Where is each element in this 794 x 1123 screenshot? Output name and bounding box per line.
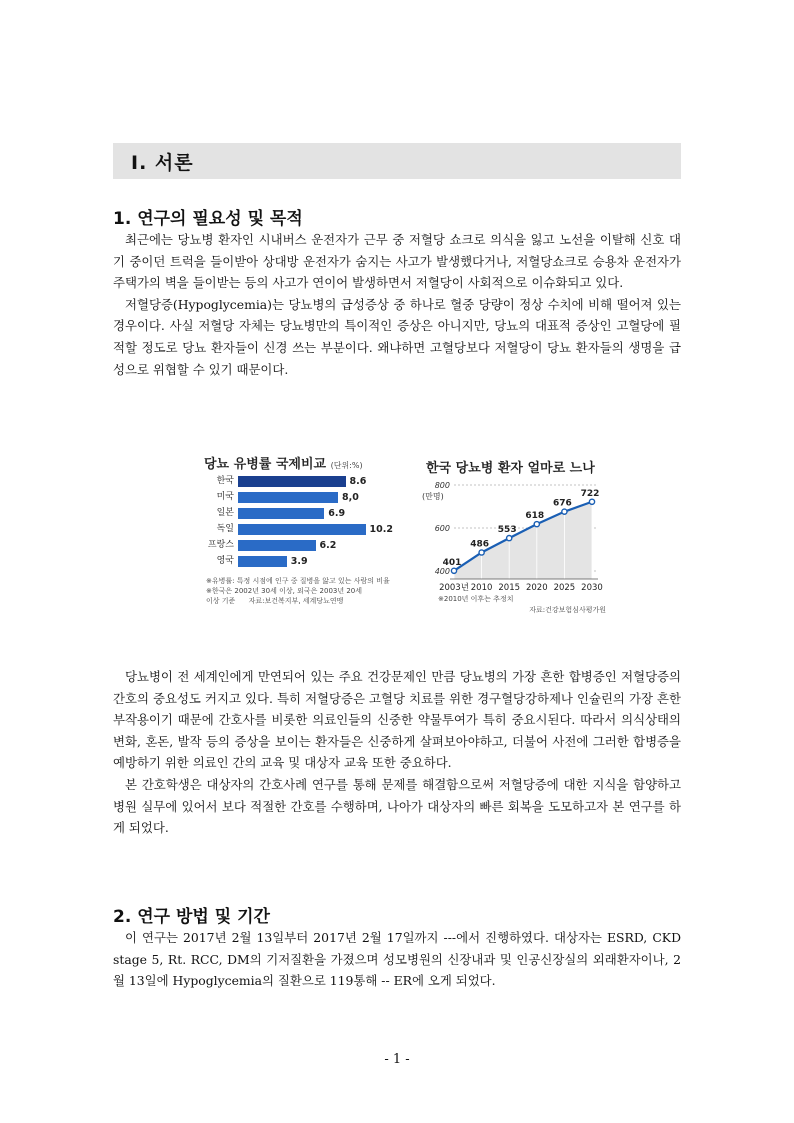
line-chart-title: 한국 당뇨병 환자 얼마로 느나: [426, 461, 595, 476]
heading-research-method: 2. 연구 방법 및 기간: [113, 907, 270, 927]
bar-row: [198, 491, 398, 504]
bar: [238, 492, 338, 503]
line-chart-svg: [416, 443, 608, 643]
paragraph: 본 간호학생은 대상자의 간호사례 연구를 통해 문제를 해결함으로써 저혈당증에 대한 지식을 함양하고 병원 실무에 있어서 보다 적절한 간호를 수행하며, 나아가 대상자의 빠른 회복을 도모하고자 본 연구를 하게 되었다.: [113, 776, 681, 836]
statistics-figure: [198, 443, 608, 643]
bar-category-label: 미국: [216, 492, 234, 502]
bar: [238, 524, 366, 535]
paragraph: 저혈당증(Hypoglycemia)는 당뇨병의 급성증상 중 하나로 혈중 당량이 정상 수치에 비해 떨어져 있는 경우이다. 사실 저혈당 자체는 당뇨병만의 특이적인 증상은 아니지만, 당뇨의 대표적 증상인 고혈당에 필적할 정도로 당뇨 환자들이 신경 쓰는 부분이다. 왜냐하면 고혈당보다 저혈당이 당뇨 환자들의 생명을 급성으로 위협할 수 있기 때문이다.: [113, 296, 681, 377]
y-axis-label: (만명): [422, 492, 444, 501]
paragraph: 이 연구는 2017년 2월 13일부터 2017년 2월 17일까지 ---에서 진행하였다. 대상자는 ESRD, CKD stage 5, Rt. RCC, DM의 기저질환을 가졌으며 성모병원의 신장내과 및 인공신장실의 외래환자이나, 2월 13일에 Hypoglycemia의 질환으로 119통해 -- ER에 오게 되었다.: [113, 930, 681, 989]
bar-value-label: 3.9: [290, 556, 308, 567]
bar-row: [198, 555, 398, 568]
data-point: [451, 568, 456, 573]
bar: [238, 556, 287, 567]
section-header-bar: [113, 143, 681, 179]
bar-category-label: 영국: [216, 556, 234, 566]
x-tick-label: 2003년: [439, 583, 469, 593]
data-point: [507, 536, 512, 541]
data-label: 401: [442, 557, 462, 568]
x-tick-label: 2015: [498, 583, 521, 593]
data-point: [479, 550, 484, 555]
bar-category-label: 독일: [216, 524, 234, 534]
bar-chart-note: 이상 기준 자료:보건복지부, 세계당뇨연맹: [206, 597, 344, 605]
bar-chart-source: 자료:보건복지부, 세계당뇨연맹: [248, 597, 344, 605]
section-title: Ⅰ. 서론: [131, 152, 194, 174]
bar: [238, 540, 316, 551]
method-paragraph: [113, 927, 681, 992]
line-chart-source: 자료:건강보험심사평가원: [529, 606, 606, 614]
data-label: 676: [553, 498, 572, 509]
bar-chart-note: ※유병률: 특정 시점에 인구 중 질병을 앓고 있는 사람의 비율: [206, 577, 390, 585]
body-paragraphs: [113, 666, 681, 839]
bar-category-label: 일본: [216, 508, 234, 518]
bar-row: [198, 507, 398, 520]
bar-row: [198, 539, 398, 552]
bar-value-label: 6.9: [328, 508, 346, 519]
data-label: 553: [497, 525, 517, 536]
bar-value-label: 6.2: [319, 540, 337, 551]
bar-chart-unit: (단위:%): [330, 461, 363, 470]
data-label: 618: [525, 511, 545, 522]
data-label: 722: [580, 488, 600, 499]
y-tick-label: 400: [434, 567, 450, 576]
bar-value-label: 8.6: [349, 476, 367, 487]
line-chart-note: ※2010년 이후는 추정치: [438, 595, 514, 603]
bar-row: [198, 475, 398, 488]
bar-chart-title: 당뇨 유병률 국제비교 (단위:%): [204, 457, 363, 472]
data-point: [534, 522, 539, 527]
paragraph: 최근에는 당뇨병 환자인 시내버스 운전자가 근무 중 저혈당 쇼크로 의식을 잃고 노선을 이탈해 신호 대기 중이던 트럭을 들이받아 상대방 운전자가 숨지는 사고가 발생했다거나, 저혈당쇼크로 승용차 운전자가 주택가의 벽을 들이받는 등의 사고가 연이어 발생하면서 저혈당이 사회적으로 이슈화되고 있다.: [113, 232, 681, 291]
bar-category-label: 한국: [216, 476, 234, 486]
heading-research-purpose: 1. 연구의 필요성 및 목적: [113, 209, 303, 229]
paragraph: 당뇨병이 전 세계인에게 만연되어 있는 주요 건강문제인 만큼 당뇨병의 가장 흔한 합병증인 저혈당증의 간호의 중요성도 커지고 있다. 특히 저혈당증은 고혈당 치료를 위한 경구혈당강하제나 인슐린의 가장 흔한 부작용이기 때문에 간호사를 비롯한 의료인들의 신중한 약물투여가 특히 중요시된다. 따라서 의식상태의 변화, 혼돈, 발작 등의 증상을 보이는 환자들은 신중하게 살펴보아야하고, 더불어 사전에 그러한 합병증을 예방하기 위한 의료인 간의 교육 및 대상자 교육 또한 중요하다.: [113, 669, 681, 771]
x-tick-label: 2025: [553, 583, 576, 593]
bar-value-label: 10.2: [369, 524, 393, 535]
line-chart: [416, 443, 608, 643]
intro-paragraphs: [113, 229, 681, 380]
data-label: 486: [470, 539, 489, 550]
bar-chart-note: ※한국은 2002년 30세 이상, 외국은 2003년 20세: [206, 587, 363, 595]
x-tick-label: 2010: [470, 583, 493, 593]
bar: [238, 508, 324, 519]
bar-row: [198, 523, 398, 536]
y-tick-label: 600: [434, 524, 450, 533]
x-tick-label: 2030: [581, 583, 603, 593]
y-tick-label: 800: [434, 481, 450, 490]
page-number: - 1 -: [384, 1052, 410, 1067]
x-tick-label: 2020: [525, 583, 548, 593]
bar-value-label: 8,0: [342, 492, 359, 503]
bar: [238, 476, 346, 487]
bar-category-label: 프랑스: [207, 540, 234, 550]
data-point: [589, 499, 594, 504]
data-point: [562, 509, 567, 514]
